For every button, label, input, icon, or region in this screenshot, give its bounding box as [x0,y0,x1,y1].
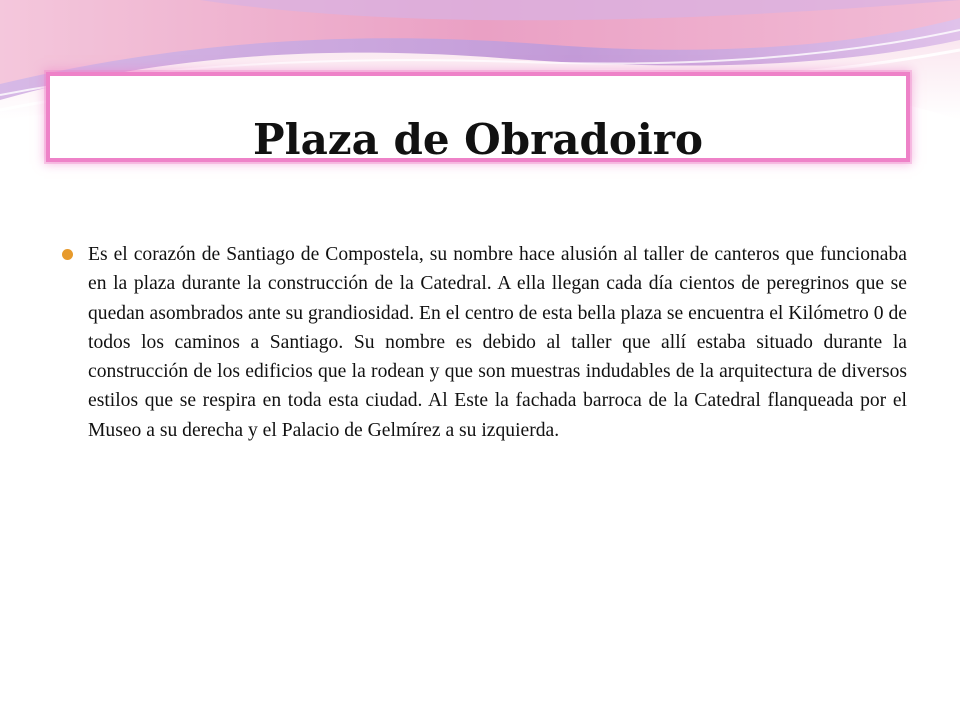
bullet-dot-icon [62,249,73,260]
bullet-text: Es el corazón de Santiago de Compostela, su nombre hace alusión al taller de canteros que funcionaba en la plaza durante la construcción de la Catedral. A ella llegan cada día cientos de peregrinos que se quedan asombrados ante su grandiosidad. En el centro de esta bella plaza se encuentra el Kilómetro 0 de todos los caminos a Santiago. Su nombre es debido al taller que allí estaba situado durante la construcción de los edificios que la rodean y que son muestras indudables de la arquitectura de diversos estilos que se respira en toda esta ciudad. Al Este la fachada barroca de la Catedral flanqueada por el Museo a su derecha y el Palacio de Gelmírez a su izquierda. [88,244,907,441]
bullet-item [62,240,907,445]
title-box [46,72,910,162]
slide-title: Plaza de Obradoiro [253,115,703,164]
slide-content [62,240,907,445]
